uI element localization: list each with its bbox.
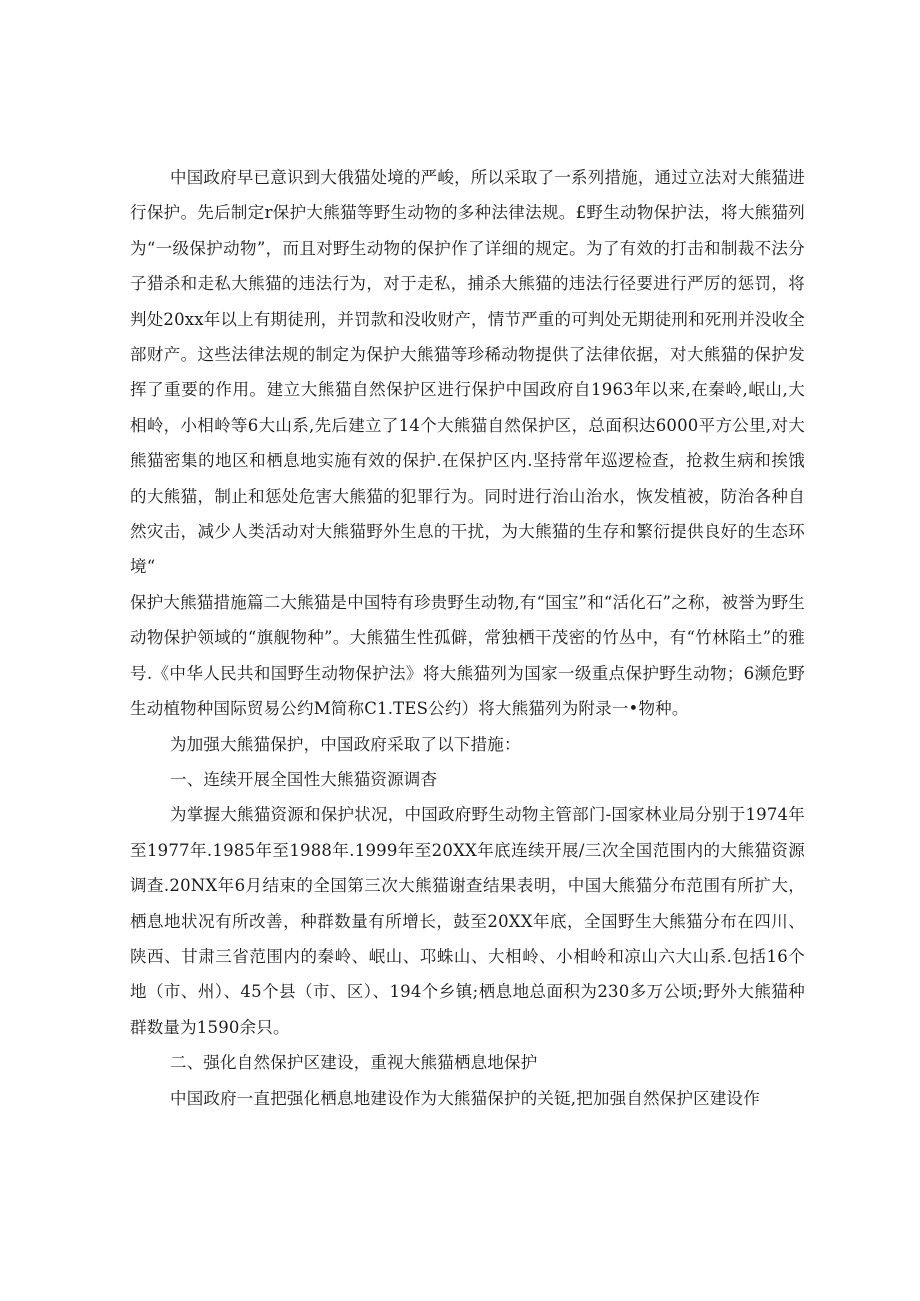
section-heading-resource-survey: 一、连续开展全国性大熊猫资源调杳 xyxy=(170,769,438,789)
paragraph-resource-survey: 为掌握大熊猫资源和保护状况，中国政府野生动物主管部门-国家林业局分别于1974年至1977年.1985年至1988年.1999年至20XX年底连续开展/三次全国范围内的大熊猫资源调查.20NX年6月结束的全国第三次大熊猫谢查结果表明，中国大熊猫分布范围有所扩大，栖息地状况有所改善，种群数量有所增长，鼓至20XX年底，全国野生大熊猫分布在四川、陕西、甘肃三省范围内的秦岭、岷山、邛蛛山、大相岭、小相岭和凉山六大山系.包括16个地（市、州）、45个县（市、区）、194个乡镇;栖息地总面积为230多万公顷;野外大熊猫种群数量为1590余只。 xyxy=(130,805,805,1037)
paragraph-reserve-construction: 中国政府一直把强化栖息地建设作为大熊猫保护的关铤,把加强自然保护区建设作 xyxy=(170,1088,760,1108)
document-body xyxy=(130,160,805,1116)
section-heading-reserve-construction: 二、强化自然保护区建设，重视大熊猫栖息地保护 xyxy=(170,1053,538,1073)
paragraph-legal-protection: 中国政府早已意识到大俄猫处境的严峻，所以采取了一系列措施，通过立法对大熊猫进行保护。先后制定r保护大熊猫等野生动物的多种法律法规。£野生动物保护法，将大熊猫列为“一级保护动物”，而且对野生动物的保护作了详细的规定。为了有效的打击和制裁不法分子猎杀和走私大熊猫的违法行为，对于走私，捕杀大熊猫的违法行径要进行严厉的惩罚，将判处20xx年以上有期徒刑，并罚款和没收财产，情节严重的可判处无期徒刑和死刑并没收全部财产。这些法律法规的制定为保护大熊猫等珍稀动物提供了法律依据，对大熊猫的保护发挥了重要的作用。建立大熊猫自然保护区进行保护中国政府自1963年以来,在秦岭,岷山,大相岭，小相岭等6大山系,先后建立了14个大熊猫自然保护区，总面积达6000平方公里,对大熊猫密集的地区和栖息地实施有效的保护.在保护区内.坚持常年巡逻检查，抢救生病和挨饿的大熊猫，制止和惩处危害大熊猫的犯罪行为。同时进行治山治水，恢发植被，防治各种自然灾击，减少人类活动对大熊猫野外生息的干扰，为大熊猫的生存和繁衍提供良好的生态环境“ xyxy=(130,168,806,577)
paragraph-measures-intro: 为加强大熊猫保护，中国政府采取了以下措施： xyxy=(170,734,521,754)
paragraph-panda-measures-part-two: 保护大熊猫措施篇二大熊猫是中国特有珍贵野生动物,有“国宝”和“活化石”之称，被誉为野生动物保护领域的“旗舰物种”。大熊猫生性孤僻，常独栖干茂密的竹丛中，有“竹林陷土”的雅号.《中华人民共和国野生动物保护法》将大熊猫列为国家一级重点保护野生动物；6濒危野生动植物种国际贸易公约M简称C1.TES公约）将大熊猫列为附录一•物种。 xyxy=(130,592,805,719)
